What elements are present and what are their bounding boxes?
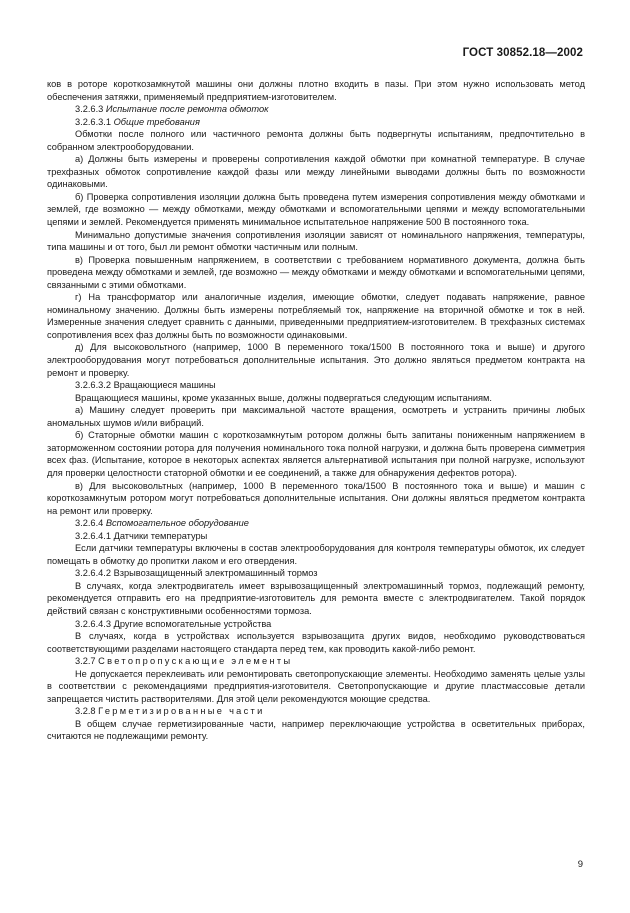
paragraph: ков в роторе короткозамкнутой машины они должны плотно входить в пазы. При этом нужно использовать метод обеспечения затяжки, применяемый предприятием-изготовителем.: [47, 79, 585, 102]
list-item: б) Проверка сопротивления изоляции должна быть проведена путем измерения сопротивления между обмотками и землей, где возможно — между обмотками, между обмотками и вспомогательными цепями и между вспомогательными цепями и землей. Рекомендуется применять минимальное испытательное напряжение 500 В постоянного тока.: [47, 191, 585, 228]
paragraph: В общем случае герметизированные части, например переключающие устройства в осветительных приборах, считаются не подлежащими ремонту.: [47, 718, 585, 742]
document-body: [47, 78, 585, 743]
list-item: б) Статорные обмотки машин с короткозамкнутым ротором должны быть запитаны пониженным напряжением в заторможенном состоянии ротора для получения номинального тока полной нагрузки, и должна быть проверена симметрия всех фаз. (Испытание, которое в некоторых аспектах является альтернативой испытания при полной нагрузке, используют для проверки целостности статорной обмотки и ее соединений, а также для обнаружения дефектов ротора).: [47, 430, 585, 478]
paragraph: Если датчики температуры включены в состав электрооборудования для контроля температуры обмоток, их следует помещать в обмотку до пропитки лаком и его отвердения.: [47, 543, 585, 566]
section-heading: [47, 655, 585, 668]
list-item: д) Для высоковольтного (например, 1000 В переменного тока/1500 В постоянного тока и выше) и другого электрооборудования могут потребоваться дополнительные испытания. Это должно являться предметом контракта на ремонт и проверку.: [47, 342, 585, 378]
paragraph: В случаях, когда электродвигатель имеет взрывозащищенный электромашинный тормоз, подлежащий ремонту, рекомендуется отправить его на предприятие-изготовитель для ремонта вместе с электродвигателем. Такой порядок действий связан с конструктивными особенностями тормоза.: [47, 580, 585, 616]
section-heading: [47, 517, 585, 530]
list-item: в) Для высоковольтных (например, 1000 В переменного тока/1500 В постоянного тока и выше) и машин с короткозамкнутым ротором могут потребоваться дополнительные испытания. Они должны являться предметом контракта на ремонт или проверку.: [47, 480, 585, 516]
page-number: 9: [577, 859, 583, 870]
section-title: Испытание после ремонта обмоток: [105, 104, 269, 115]
section-number: 3.2.6.3.1: [75, 116, 114, 127]
document-header: ГОСТ 30852.18—2002: [462, 47, 583, 59]
section-heading: [47, 705, 585, 718]
paragraph: Минимально допустимые значения сопротивления изоляции зависят от номинального напряжения, температуры, типа машины и от того, был ли ремонт обмотки частичным или полным.: [47, 229, 585, 253]
list-item: г) На трансформатор или аналогичные изделия, имеющие обмотки, следует подавать напряжение, равное номинальному значению. Должны быть измерены потребляемый ток, напряжение на вторичной обмотке и ток в ней. Измеренные значения следует сравнить с данными, приведенными предприятием-изготовителем. В трехфазных системах сопротивления всех фаз должны быть по возможности одинаковыми.: [47, 292, 585, 340]
paragraph: Вращающиеся машины, кроме указанных выше, должны подвергаться следующим испытаниям.: [75, 392, 492, 403]
section-heading: 3.2.6.3.2 Вращающиеся машины: [75, 380, 216, 391]
section-title: Вспомогательное оборудование: [105, 518, 249, 529]
section-heading: 3.2.6.4.2 Взрывозащищенный электромашинный тормоз: [75, 568, 318, 579]
section-heading: [47, 103, 585, 116]
paragraph: Обмотки после полного или частичного ремонта должны быть подвергнуты испытаниям, предпочтительно в собранном электрооборудовании.: [47, 129, 585, 152]
section-heading: [47, 116, 585, 129]
section-heading: 3.2.6.4.1 Датчики температуры: [75, 530, 208, 541]
section-number: 3.2.8: [75, 706, 99, 717]
section-title: Светопропускающие элементы: [98, 656, 293, 667]
list-item: а) Должны быть измерены и проверены сопротивления каждой обмотки при комнатной температуре. В случае трехфазных обмоток сопротивление каждой фазы или между линейными выводами должны быть по возможности одинаковыми.: [47, 154, 585, 190]
section-title: Герметизированные части: [98, 706, 265, 717]
section-heading: 3.2.6.4.3 Другие вспомогательные устройства: [75, 618, 272, 629]
list-item: а) Машину следует проверить при максимальной частоте вращения, осмотреть и устранить причины любых аномальных шумов и/или вибраций.: [47, 405, 585, 428]
paragraph: Не допускается переклеивать или ремонтировать светопропускающие элементы. Необходимо заменять целые узлы в соответствии с рекомендациями предприятия-изготовителя. Светопропускающие и другие пластмассовые детали запрещается чистить растворителями. Для этой цели рекомендуются моющие средства.: [47, 668, 585, 704]
section-number: 3.2.7: [75, 656, 99, 667]
paragraph: В случаях, когда в устройствах используется взрывозащита других видов, необходимо руководствоваться соответствующими разделами настоящего стандарта перед тем, как проводить какой-либо ремонт.: [47, 631, 585, 654]
list-item: в) Проверка повышенным напряжением, в соответствии с требованием нормативного документа, должна быть проведена между обмотками и землей, где возможно — между обмотками и между обмотками и вспомогательными цепями, связанными с этими обмотками.: [47, 254, 585, 290]
section-title: Общие требования: [113, 116, 200, 127]
section-number: 3.2.6.4: [75, 518, 106, 529]
section-number: 3.2.6.3: [75, 104, 106, 115]
